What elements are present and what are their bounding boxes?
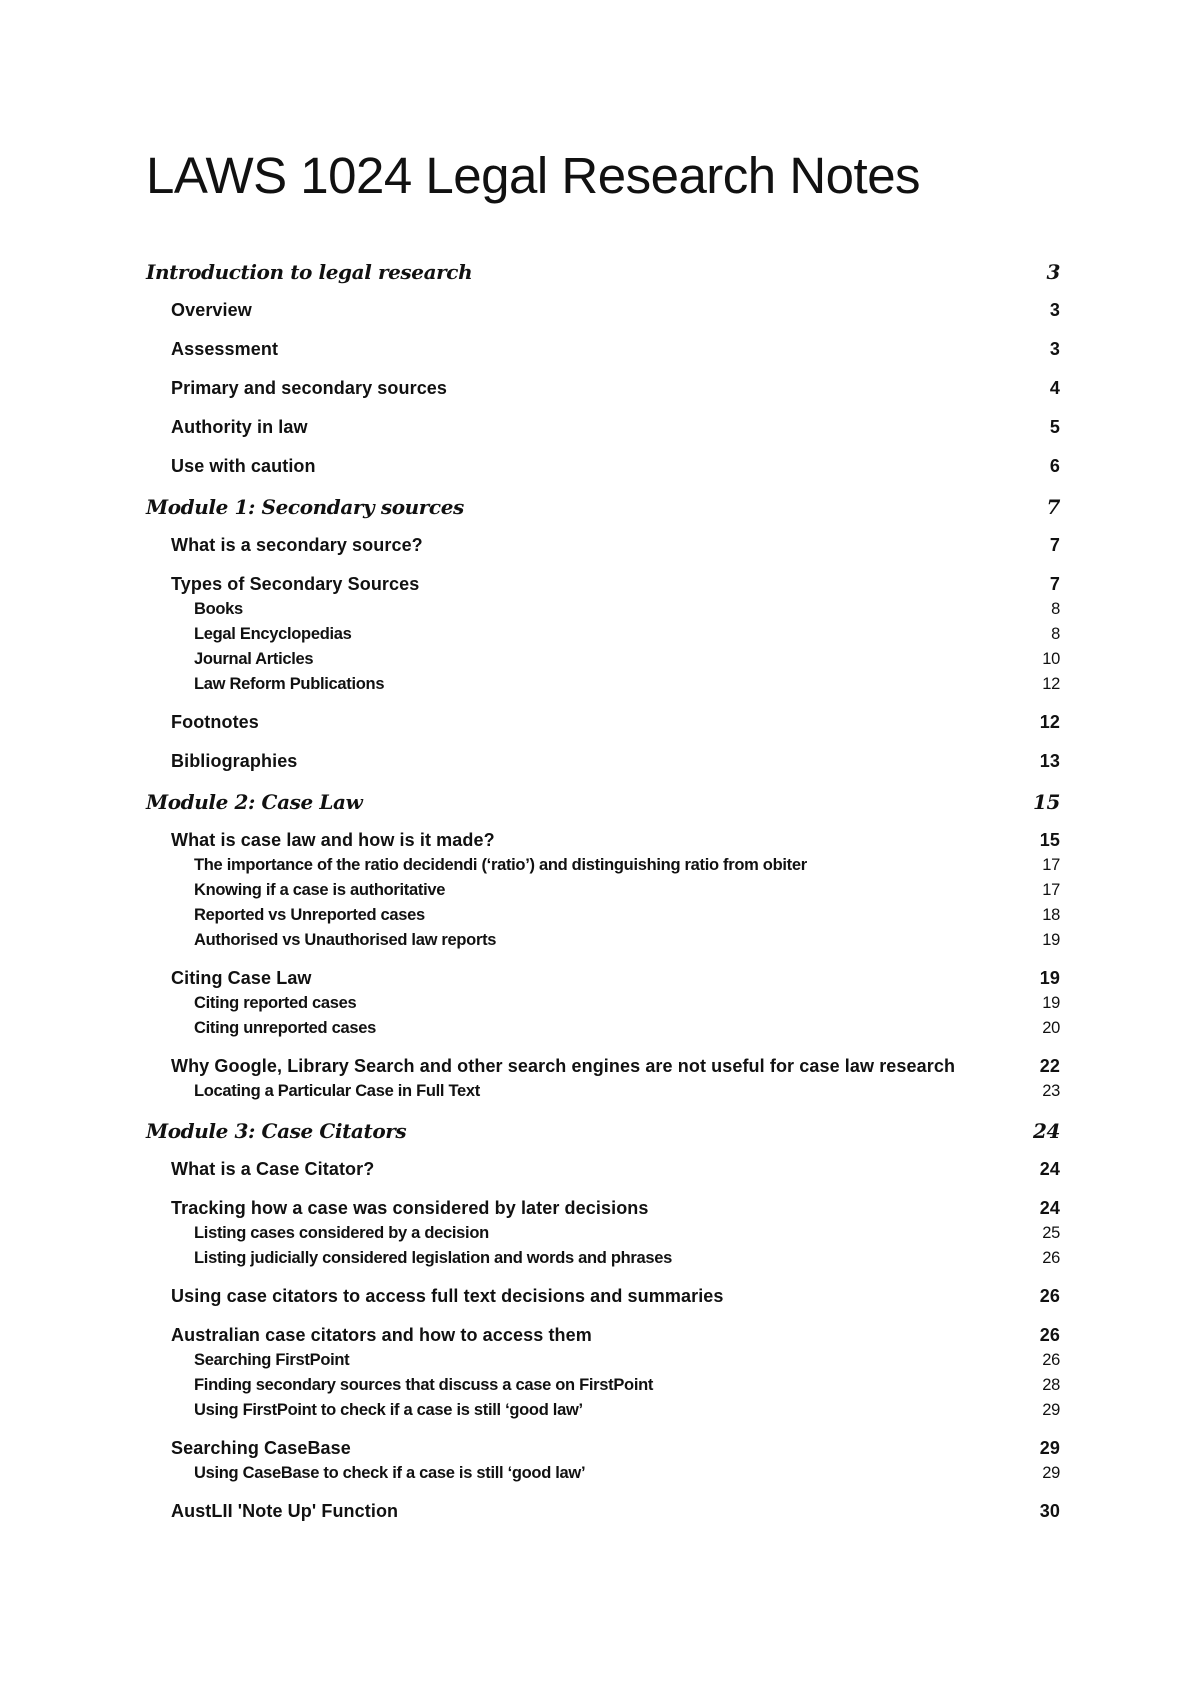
toc-entry-bibliographies[interactable] [146, 751, 1060, 790]
toc-page-number: 12 [1039, 712, 1060, 732]
toc-subentry-casebase-good-law[interactable] [146, 1464, 1060, 1501]
toc-page-number: 26 [1042, 1351, 1060, 1369]
toc-subentry-label: The importance of the ratio decidendi (‘ratio’) and distinguishing ratio from obiter [194, 856, 807, 874]
table-of-contents [146, 260, 1060, 1540]
document-title: LAWS 1024 Legal Research Notes [146, 147, 921, 204]
toc-page-number: 24 [1039, 1198, 1060, 1218]
toc-page-number: 19 [1042, 994, 1060, 1012]
toc-subentry-locating-particular-case[interactable] [146, 1082, 1060, 1119]
toc-entry-what-is-case-citator[interactable] [146, 1159, 1060, 1198]
toc-entry-what-is-case-law[interactable] [146, 830, 1060, 856]
toc-entry-use-with-caution[interactable] [146, 456, 1060, 495]
toc-entry-label: What is case law and how is it made? [171, 830, 495, 850]
toc-entry-citing-case-law[interactable] [146, 968, 1060, 994]
toc-subentry-label: Listing cases considered by a decision [194, 1224, 489, 1242]
toc-heading-label: Introduction to legal research [146, 260, 473, 284]
toc-entry-label: Why Google, Library Search and other search engines are not useful for case law research [171, 1056, 956, 1076]
toc-heading-module-1[interactable] [146, 495, 1060, 535]
toc-subentry-label: Knowing if a case is authoritative [194, 881, 446, 899]
toc-subentry-ratio-decidendi[interactable] [146, 856, 1060, 881]
toc-subentry-label: Citing reported cases [194, 994, 357, 1012]
toc-subentry-label: Using CaseBase to check if a case is still ‘good law’ [194, 1464, 586, 1482]
toc-entry-using-case-citators[interactable] [146, 1286, 1060, 1325]
toc-page-number: 29 [1042, 1464, 1060, 1482]
toc-page-number: 12 [1042, 675, 1060, 693]
toc-entry-why-google[interactable] [146, 1056, 1060, 1082]
toc-heading-module-3[interactable] [146, 1119, 1060, 1159]
toc-entry-assessment[interactable] [146, 339, 1060, 378]
toc-subentry-label: Locating a Particular Case in Full Text [194, 1082, 480, 1100]
toc-entry-label: Australian case citators and how to access them [171, 1325, 592, 1345]
toc-page-number: 26 [1042, 1249, 1060, 1267]
toc-subentry-searching-firstpoint[interactable] [146, 1351, 1060, 1376]
toc-subentry-label: Reported vs Unreported cases [194, 906, 425, 924]
toc-subentry-label: Books [194, 600, 243, 618]
toc-entry-searching-casebase[interactable] [146, 1438, 1060, 1464]
toc-entry-label: Using case citators to access full text decisions and summaries [171, 1286, 724, 1306]
toc-entry-authority-in-law[interactable] [146, 417, 1060, 456]
toc-subentry-finding-secondary-sources[interactable] [146, 1376, 1060, 1401]
toc-subentry-listing-cases-considered[interactable] [146, 1224, 1060, 1249]
toc-entry-what-is-secondary-source[interactable] [146, 535, 1060, 574]
toc-entry-label: Types of Secondary Sources [171, 574, 420, 594]
toc-entry-austlii-note-up[interactable] [146, 1501, 1060, 1540]
toc-subentry-knowing-authoritative[interactable] [146, 881, 1060, 906]
toc-page-number: 30 [1039, 1501, 1060, 1521]
toc-subentry-label: Citing unreported cases [194, 1019, 376, 1037]
toc-entry-australian-case-citators[interactable] [146, 1325, 1060, 1351]
toc-entry-label: Footnotes [171, 712, 259, 732]
toc-entry-label: Searching CaseBase [171, 1438, 351, 1458]
toc-page-number: 7 [1049, 574, 1060, 594]
toc-page-number: 24 [1039, 1159, 1060, 1179]
toc-entry-label: Authority in law [171, 417, 308, 437]
toc-page-number: 4 [1049, 378, 1060, 398]
toc-subentry-label: Finding secondary sources that discuss a case on FirstPoint [194, 1376, 654, 1394]
toc-subentry-label: Using FirstPoint to check if a case is still ‘good law’ [194, 1401, 583, 1419]
toc-subentry-citing-unreported-cases[interactable] [146, 1019, 1060, 1056]
toc-heading-label: Module 1: Secondary sources [146, 495, 464, 519]
toc-page-number: 15 [1032, 790, 1060, 814]
toc-entry-types-of-secondary-sources[interactable] [146, 574, 1060, 600]
toc-page-number: 26 [1039, 1325, 1060, 1345]
toc-page-number: 15 [1039, 830, 1060, 850]
toc-subentry-journal-articles[interactable] [146, 650, 1060, 675]
toc-subentry-legal-encyclopedias[interactable] [146, 625, 1060, 650]
toc-entry-label: What is a Case Citator? [171, 1159, 375, 1179]
toc-heading-label: Module 2: Case Law [146, 790, 363, 814]
toc-heading-module-2[interactable] [146, 790, 1060, 830]
toc-entry-label: What is a secondary source? [171, 535, 423, 555]
toc-subentry-label: Listing judicially considered legislation and words and phrases [194, 1249, 673, 1267]
toc-subentry-law-reform-publications[interactable] [146, 675, 1060, 712]
toc-page-number: 26 [1039, 1286, 1060, 1306]
toc-page-number: 24 [1032, 1119, 1060, 1143]
toc-entry-label: Primary and secondary sources [171, 378, 448, 398]
toc-entry-label: AustLII 'Note Up' Function [171, 1501, 399, 1521]
toc-page-number: 22 [1039, 1056, 1060, 1076]
toc-subentry-reported-vs-unreported[interactable] [146, 906, 1060, 931]
toc-subentry-listing-legislation[interactable] [146, 1249, 1060, 1286]
toc-heading-introduction[interactable] [146, 260, 1060, 300]
toc-page-number: 3 [1046, 260, 1060, 284]
toc-entry-footnotes[interactable] [146, 712, 1060, 751]
toc-page-number: 7 [1046, 495, 1060, 519]
toc-page-number: 7 [1049, 535, 1060, 555]
toc-page-number: 23 [1042, 1082, 1060, 1100]
toc-entry-tracking-case[interactable] [146, 1198, 1060, 1224]
toc-entry-overview[interactable] [146, 300, 1060, 339]
toc-page-number: 3 [1049, 339, 1060, 359]
toc-subentry-label: Law Reform Publications [194, 675, 385, 693]
toc-page-number: 10 [1042, 650, 1060, 668]
toc-page-number: 8 [1051, 625, 1060, 643]
toc-entry-label: Use with caution [171, 456, 316, 476]
toc-page-number: 17 [1042, 856, 1060, 874]
toc-entry-label: Tracking how a case was considered by later decisions [171, 1198, 649, 1218]
toc-page-number: 25 [1042, 1224, 1060, 1242]
toc-entry-label: Assessment [171, 339, 279, 359]
toc-entry-label: Citing Case Law [171, 968, 312, 988]
toc-subentry-citing-reported-cases[interactable] [146, 994, 1060, 1019]
toc-entry-primary-secondary-sources[interactable] [146, 378, 1060, 417]
toc-subentry-label: Searching FirstPoint [194, 1351, 350, 1369]
toc-page-number: 29 [1042, 1401, 1060, 1419]
toc-page-number: 28 [1042, 1376, 1060, 1394]
toc-page-number: 19 [1039, 968, 1060, 988]
toc-subentry-label: Legal Encyclopedias [194, 625, 352, 643]
toc-page-number: 13 [1039, 751, 1060, 771]
toc-page-number: 19 [1042, 931, 1060, 949]
toc-subentry-authorised-vs-unauthorised[interactable] [146, 931, 1060, 968]
toc-page-number: 18 [1042, 906, 1060, 924]
toc-page-number: 8 [1051, 600, 1060, 618]
toc-page-number: 20 [1042, 1019, 1060, 1037]
toc-entry-label: Bibliographies [171, 751, 298, 771]
toc-page-number: 5 [1049, 417, 1060, 437]
toc-subentry-firstpoint-good-law[interactable] [146, 1401, 1060, 1438]
toc-subentry-label: Journal Articles [194, 650, 314, 668]
toc-entry-label: Overview [171, 300, 252, 320]
toc-page-number: 29 [1039, 1438, 1060, 1458]
toc-subentry-books[interactable] [146, 600, 1060, 625]
toc-page-number: 6 [1049, 456, 1060, 476]
toc-subentry-label: Authorised vs Unauthorised law reports [194, 931, 497, 949]
toc-heading-label: Module 3: Case Citators [146, 1119, 407, 1143]
toc-page-number: 17 [1042, 881, 1060, 899]
toc-page-number: 3 [1049, 300, 1060, 320]
